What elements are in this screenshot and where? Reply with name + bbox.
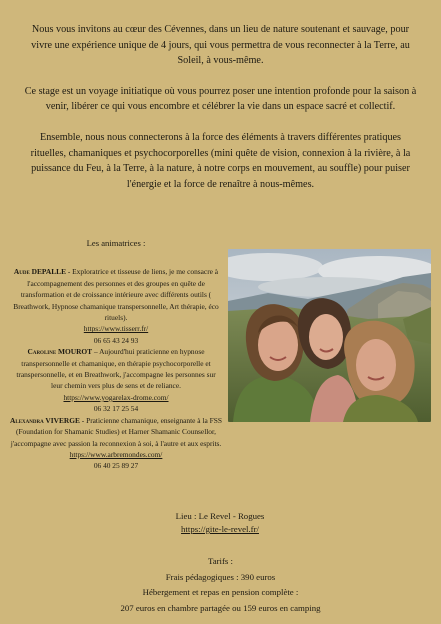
- venue-label: Lieu : Le Revel - Rogues: [175, 511, 265, 521]
- price-accommodation-heading: Hébergement et repas en pension complète :: [142, 587, 299, 597]
- facilitator-name: Caroline MOUROT: [27, 347, 93, 357]
- prices-section: [60, 554, 381, 616]
- facilitator-phone: 06 32 17 25 54: [93, 404, 139, 414]
- facilitator-website-link[interactable]: https://www.arbremondes.com/: [69, 449, 163, 459]
- facilitator-phone: 06 65 43 24 93: [93, 335, 139, 345]
- facilitator-bio: - Exploratrice et tisseuse de liens, je me consacre à l'accompagnement des personnes et des groupes en quête de transformation et de croissance intérieure avec différents outils ( Breathwork, Hypnose chamanique transpersonnelle, Art thérapie, éco rituels).: [13, 267, 219, 323]
- price-accommodation-options: 207 euros en chambre partagée ou 159 euros en camping: [120, 602, 321, 613]
- facilitator-caroline: [10, 346, 222, 414]
- facilitator-website-link[interactable]: https://www.tisserr.fr/: [83, 324, 149, 334]
- intro-paragraph-1: Nous vous invitons au cœur des Cévennes, dans un lieu de nature soutenant et sauvage, pour vivre une expérience unique de 4 jours, qui vous permettra de vous reconnecter à la Terre, au Soleil, à vous-même.: [31, 24, 410, 67]
- venue-website-link[interactable]: https://gite-le-revel.fr/: [181, 524, 259, 534]
- facilitator-bio: – Aujourd'hui praticienne en hypnose transpersonnelle et chamanique, en thérapie psychocorporelle et transpersonnelle, et en Breathwork, j'accompagne les personnes sur leur chemin vers plus de sens et de reliance.: [16, 347, 216, 391]
- facilitators-section: [10, 238, 222, 472]
- facilitators-title: Les animatrices :: [86, 238, 146, 248]
- intro-paragraph-2: Ce stage est un voyage initiatique où vous pourrez poser une intention profonde pour la saison à venir, libérer ce qui vous encombre et célébrer la vie dans un espace sacré et collectif.: [24, 85, 417, 113]
- intro-text: [24, 22, 417, 207]
- venue-section: [130, 510, 310, 536]
- facilitator-name: Aude DEPALLE: [13, 267, 67, 277]
- facilitators-photo: [228, 249, 431, 422]
- prices-title: Tarifs :: [207, 556, 234, 566]
- facilitator-phone: 06 40 25 89 27: [93, 461, 139, 471]
- intro-paragraph-3: Ensemble, nous nous connecterons à la force des éléments à travers différentes pratiques rituelles, chamaniques et psychocorporelles (mini quête de vision, connexion à la rivière, à la puissance du Feu, à la Terre, à la nature, à notre corps en mouvement, au souffle) pour puiser l'énergie et la force de renaître à nous-mêmes.: [30, 131, 411, 190]
- facilitator-alexandra: [10, 415, 222, 472]
- facilitator-name: Alexandra VIVERGE: [10, 415, 80, 425]
- facilitator-aude: [10, 266, 222, 346]
- facilitator-website-link[interactable]: https://www.yogarelax-drome.com/: [63, 392, 169, 402]
- facilitator-bio: - Praticienne chamanique, enseignante à la FSS (Foundation for Shamanic Studies) et Harner Shamanic Counsellor, j'accompagne avec passion la reconnexion à soi, à l'autre et aux esprits.: [10, 415, 222, 448]
- price-teaching-fees: Frais pédagogiques : 390 euros: [165, 571, 276, 582]
